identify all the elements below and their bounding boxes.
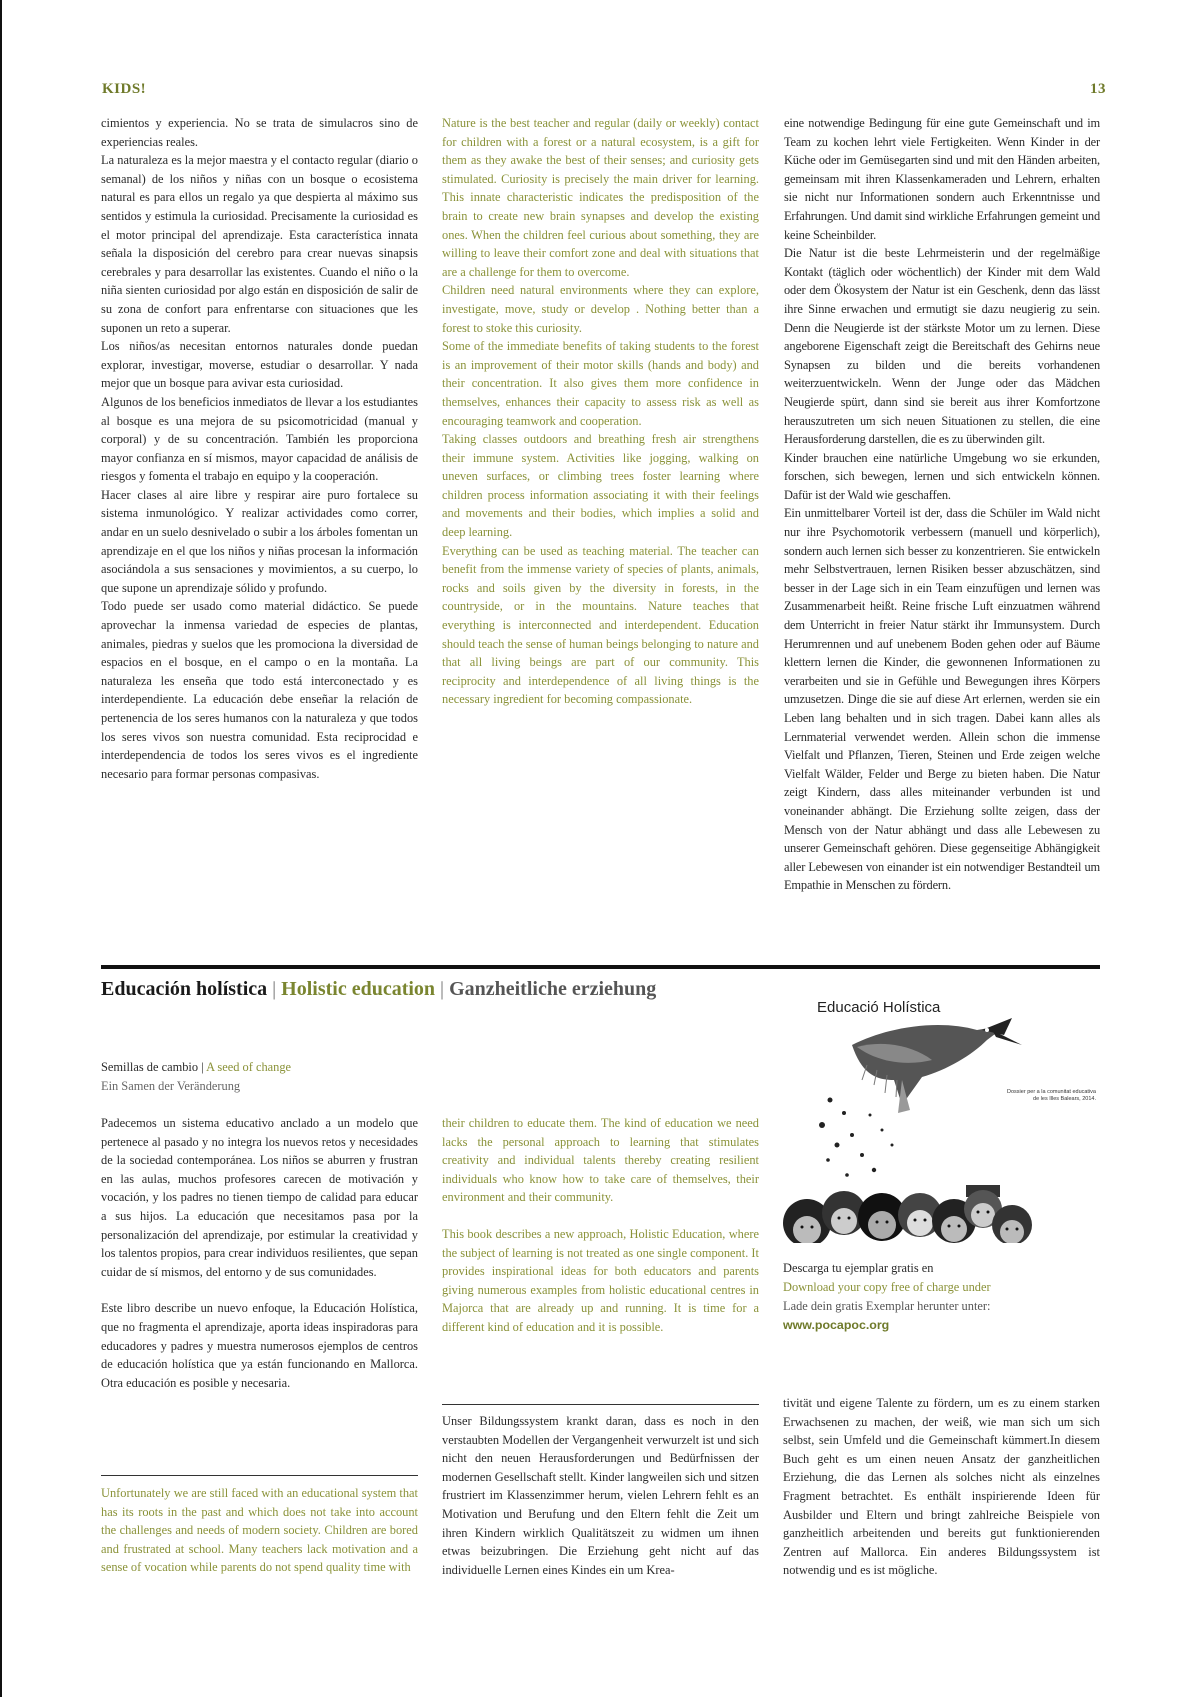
- page-number: 13: [1090, 81, 1106, 97]
- section-subtitle: [101, 1058, 291, 1096]
- download-link[interactable]: www.pocapoc.org: [783, 1318, 890, 1332]
- paragraph: Nature is the best teacher and regular (daily or weekly) contact for children with a forest or a natural ecosystem, is a gift for them as they awake the best of their senses; and curiosity gets stimulated. Curiosity is precisely the main driver for learning. This innate characteristic indicates the predisposition of the brain to create new brain synapses and develop the existing ones. When the children feel curious about something, they are willing to leave their comfort zone and deal with situations that are a challenge for them to overcome.: [442, 116, 759, 279]
- paragraph: Everything can be used as teaching material. The teacher can benefit from the immense variety of species of plants, animals, rocks and soils given by the diversity in forests, in the countryside, or in the mountains. Nature teaches that everything is interconnected and interdependent. Education should teach the sense of human beings belonging to nature and that all living beings are part of our community. This reciprocity and interdependence of all living things is the necessary ingredient for becoming compassionate.: [442, 543, 759, 707]
- download-info: [783, 1259, 991, 1335]
- book-cover-title: Educació Holística: [817, 999, 941, 1016]
- bottom-column-english: [442, 1114, 759, 1337]
- paragraph: Ein unmittelbarer Vorteil ist der, dass die Schüler im Wald nicht nur ihre Psychomotorik verbessern (manuell und körperlich), sondern auch lernen sich besser zu konzentrieren. Sie entwickeln mehr Selbstvertrauen, lernen Risiken besser abzuschätzen, sind besser in der Lage sich in ein Team einzufügen und lernen was Zusammenarbeit heißt. Reine frische Luft einzuatmen während dem Unterricht in freier Natur stärkt ihr Immunsystem. Durch Herumrennen und auf unebenem Boden gehen oder auf Bäume klettern lernen die Kinder, die gewonnenen Informationen zu verarbeiten und sie in Gefühle und Bewegungen ihres Körpers umzusetzen. Dinge die sie auf diese Art erlernen, werden sie ein Leben lang behalten und in sich tragen. Dabei kann alles als Lernmaterial verwendet werden. Allein schon die immense Vielfalt und Pflanzen, Tieren, Steinen und Erde zeigen welche Vielfalt Wälder, Felder und Berge zu bieten haben. Die Natur zeigt Kindern, dass alles miteinander verbunden ist und voneinander abhängt. Die Erziehung sollte zeigen, dass der Mensch von der Natur abhängt und dass alle Lebewesen zu unserer Gemeinschaft gehören. Diese gegenseitige Abhängigkeit aller Lebewesen von einander ist ein notwendiger Bestandteil um Empathie in Menschen zu fördern.: [784, 506, 1100, 893]
- title-separator: |: [440, 978, 445, 1000]
- paragraph: Taking classes outdoors and breathing fresh air strengthens their immune system. Activities like jogging, walking on uneven surfaces, or climbing trees foster learning where children process information associating it with their feelings and movements and their bodies, which implies a solid and deep learning.: [442, 432, 759, 540]
- column-rule: [101, 1475, 418, 1476]
- paragraph: Kinder brauchen eine natürliche Umgebung wo sie erkunden, forschen, sich bewegen, lernen und sich entwickeln können. Dafür ist der Wald wie geschaffen.: [784, 450, 1100, 502]
- top-column-spanish: [101, 114, 418, 783]
- bottom-column-spanish: [101, 1114, 418, 1392]
- paragraph: Unfortunately we are still faced with an educational system that has its roots in the past and which does not take into account the challenges and needs of modern society. Children are bored and frustrated at school. Many teachers lack motivation and a sense of vocation while parents do not spend quality time with: [101, 1486, 418, 1575]
- book-cover-note: Dossier per a la comunitat educativa de les Illes Balears, 2014.: [1007, 1089, 1096, 1102]
- bottom-column-german-mid: [442, 1412, 759, 1579]
- paragraph: La naturaleza es la mejor maestra y el contacto regular (diario o semanal) de los niños y niñas con un bosque o ecosistema natural es para ellos un regalo ya que despierta al máximo sus sentidos y estimula la curiosidad. Precisamente la curiosidad es el motor principal del aprendizaje. Esta característica innata señala la disposición del cerebro para crear nuevas sinapsis cerebrales y para desarrollar las existentes. Cuando el niño o la niña sienten curiosidad por algo están en disposición de salir de su zona de confort para enfrentarse con situaciones que les suponen un reto a superar.: [101, 153, 418, 335]
- title-separator: |: [272, 978, 277, 1000]
- section-title-german: Ganzheitliche erziehung: [449, 978, 657, 1000]
- book-cover: [782, 985, 1100, 1243]
- page-edge: [0, 0, 2, 1697]
- section-title-spanish: Educación holística: [101, 978, 268, 1000]
- top-column-english: [442, 114, 759, 709]
- bottom-english-left: [101, 1484, 418, 1577]
- paragraph: eine notwendige Bedingung für eine gute Gemeinschaft und im Team zu kochen lehrt viele Fertigkeiten. Wenn Kinder in der Küche oder im Gemüsegarten sind und mit den Händen arbeiten, gemeinsam mit ihren Klassenkameraden und Lehrern, erhalten sie nicht nur Informationen sondern auch Erkenntnisse und Erfahrungen. Und damit sind wirkliche Erfahrungen gemeint und keine Scheinbilder.: [784, 116, 1100, 242]
- paragraph: cimientos y experiencia. No se trata de simulacros sino de experiencias reales.: [101, 116, 418, 149]
- paragraph: Some of the immediate benefits of taking students to the forest is an improvement of their motor skills (hands and body) and their concentration. It also gives them more confidence in themselves, enhances their capacity to assess risk as well as encouraging teamwork and cooperation.: [442, 339, 759, 428]
- section-title-english: Holistic education: [281, 978, 436, 1000]
- section-title: [101, 978, 656, 1001]
- subtitle-german: Ein Samen der Veränderung: [101, 1079, 241, 1093]
- magazine-title: KIDS!: [102, 81, 147, 97]
- download-text-german: Lade dein gratis Exemplar herunter unter:: [783, 1299, 991, 1313]
- subtitle-separator: |: [201, 1060, 204, 1074]
- paragraph: Unser Bildungssystem krankt daran, dass es noch in den verstaubten Modellen der Vergangenheit verwurzelt ist und sich nicht den neuen Herausforderungen und Bedürfnissen der modernen Gesellschaft stellt. Kinder langweilen sich und sitzen frustriert im Klassenzimmer herum, vielen Lehrern fehlt es an Motivation und Berufung und den Eltern fehlt die Zeit um ihren Kindern wirklich Qualitätszeit zu widmen um ihnen etwas beizubringen. Die Erziehung geht nicht auf das individuelle Lernen eines Kindes ein um Krea-: [442, 1414, 759, 1577]
- paragraph: their children to educate them. The kind of education we need lacks the personal approach to learning that stimulates creativity and individual talents thereby creating resilient individuals who know how to take care of themselves, their environment and their community.: [442, 1116, 759, 1205]
- paragraph: Die Natur ist die beste Lehrmeisterin und der regelmäßige Kontakt (täglich oder wöchentlich) der Kinder mit dem Wald oder dem Ökosystem der Natur ist ein Geschenk, denn das lässt ihre Sinne erwachen und ermutigt sie dazu neugierig zu sein. Denn die Neugierde ist der stärkste Motor um zu lernen. Diese angeborene Eigenschaft zeigt die Bereitschaft des Gehirns neue Synapsen zu bilden und die bereits vorhandenen weiterzuentwickeln. Wenn der Junge oder das Mädchen Neugierde spürt, dann sind sie bereit aus ihrer Komfortzone herauszutreten um sich neuen Situationen zu stellen, die eine Herausforderung darstellen, die es zu überwinden gilt.: [784, 246, 1100, 447]
- bird-children-illustration: [782, 985, 1100, 1243]
- paragraph: Este libro describe un nuevo enfoque, la Educación Holística, que no fragmenta el aprendizaje, aporta ideas inspiradoras para educadores y padres y muestra numerosos ejemplos de centros de educación holística que ya están funcionando en Mallorca. Otra educación es posible y necesaria.: [101, 1301, 418, 1390]
- subtitle-english: A seed of change: [206, 1060, 292, 1074]
- paragraph: This book describes a new approach, Holistic Education, where the subject of learning is not treated as one single component. It provides inspirational ideas for both educators and parents giving numerous examples from holistic educational centres in Majorca that are already up and running. It is time for a different kind of education and it is possible.: [442, 1226, 759, 1334]
- download-text-english: Download your copy free of charge under: [783, 1280, 991, 1294]
- paragraph: Todo puede ser usado como material didáctico. Se puede aprovechar la inmensa variedad de especies de plantas, animales, piedras y suelos que les promociona la diversidad de espacios en el bosque, en el campo o en la montaña. La naturaleza les enseña que todo está interconectado y es interdependiente. La educación debe enseñar la relación de pertenencia de los seres humanos con la naturaleza y que todos los seres vivos son nuestra comunidad. Esta reciprocidad e interdependencia de todos los seres vivos es el ingrediente necesario para formar personas compasivas.: [101, 599, 418, 781]
- bottom-column-german-right: [783, 1394, 1100, 1580]
- paragraph: tivität und eigene Talente zu fördern, um es zu einem starken Erwachsenen zu machen, der weiß, wie man sich um sich selbst, sein Umfeld und die Gemeinschaft kümmert.In diesem Buch geht es um einen neuen Ansatz der ganzheitlichen Erziehung, die das Lernen als solches nicht als einzelnes Fragment betrachtet. Es enthält inspirierende Ideen für Ausbilder und Eltern und bringt zahlreiche Beispiele von ganzheitlich arbeitenden und bereits gut funktionierenden Zentren auf Mallorca. Ein anderes Bildungssystem ist notwendig und es ist mögliche.: [783, 1396, 1100, 1578]
- paragraph: Children need natural environments where they can explore, investigate, move, study or develop . Nothing better than a forest to stoke this curiosity.: [442, 283, 759, 335]
- download-text-spanish: Descarga tu ejemplar gratis en: [783, 1261, 934, 1275]
- paragraph: Algunos de los beneficios inmediatos de llevar a los estudiantes al bosque es una mejora de su psicomotricidad (manual y corporal) y de su concentración. También les proporciona mayor confianza en sí mismos, mayor capacidad de análisis de riesgos y fomenta el trabajo en equipo y la cooperación.: [101, 394, 418, 484]
- paragraph: Los niños/as necesitan entornos naturales donde puedan explorar, investigar, moverse, estudiar o desarrollar. Y nada mejor que un bosque para avivar esta curiosidad.: [101, 339, 418, 391]
- column-rule: [442, 1404, 759, 1405]
- paragraph: Padecemos un sistema educativo anclado a un modelo que pertenece al pasado y no integra los nuevos retos y necesidades de la sociedad contemporánea. Los niños se aburren y frustran en las aulas, muchos profesores carecen de motivación y vocación, y los padres no tienen tiempo de calidad para educar a sus hijos. La educación que necesitamos pasa por la personalización del aprendizaje, por estimular la creatividad y los talentos propios, para crear individuos resilientes, que sepan cuidar de sí mismos, del entorno y de sus comunidades.: [101, 1116, 418, 1279]
- subtitle-spanish: Semillas de cambio: [101, 1060, 199, 1074]
- paragraph: Hacer clases al aire libre y respirar aire puro fortalece su sistema inmunológico. Y realizar actividades como correr, andar en un suelo desnivelado o subir a los árboles fomentan un aprendizaje en el que los niños y niñas procesan la información asociándola a sus sensaciones y movimientos, a su cuerpo, lo que supone un aprendizaje sólido y profundo.: [101, 487, 418, 595]
- top-column-german: [784, 114, 1100, 895]
- section-divider: [101, 965, 1100, 969]
